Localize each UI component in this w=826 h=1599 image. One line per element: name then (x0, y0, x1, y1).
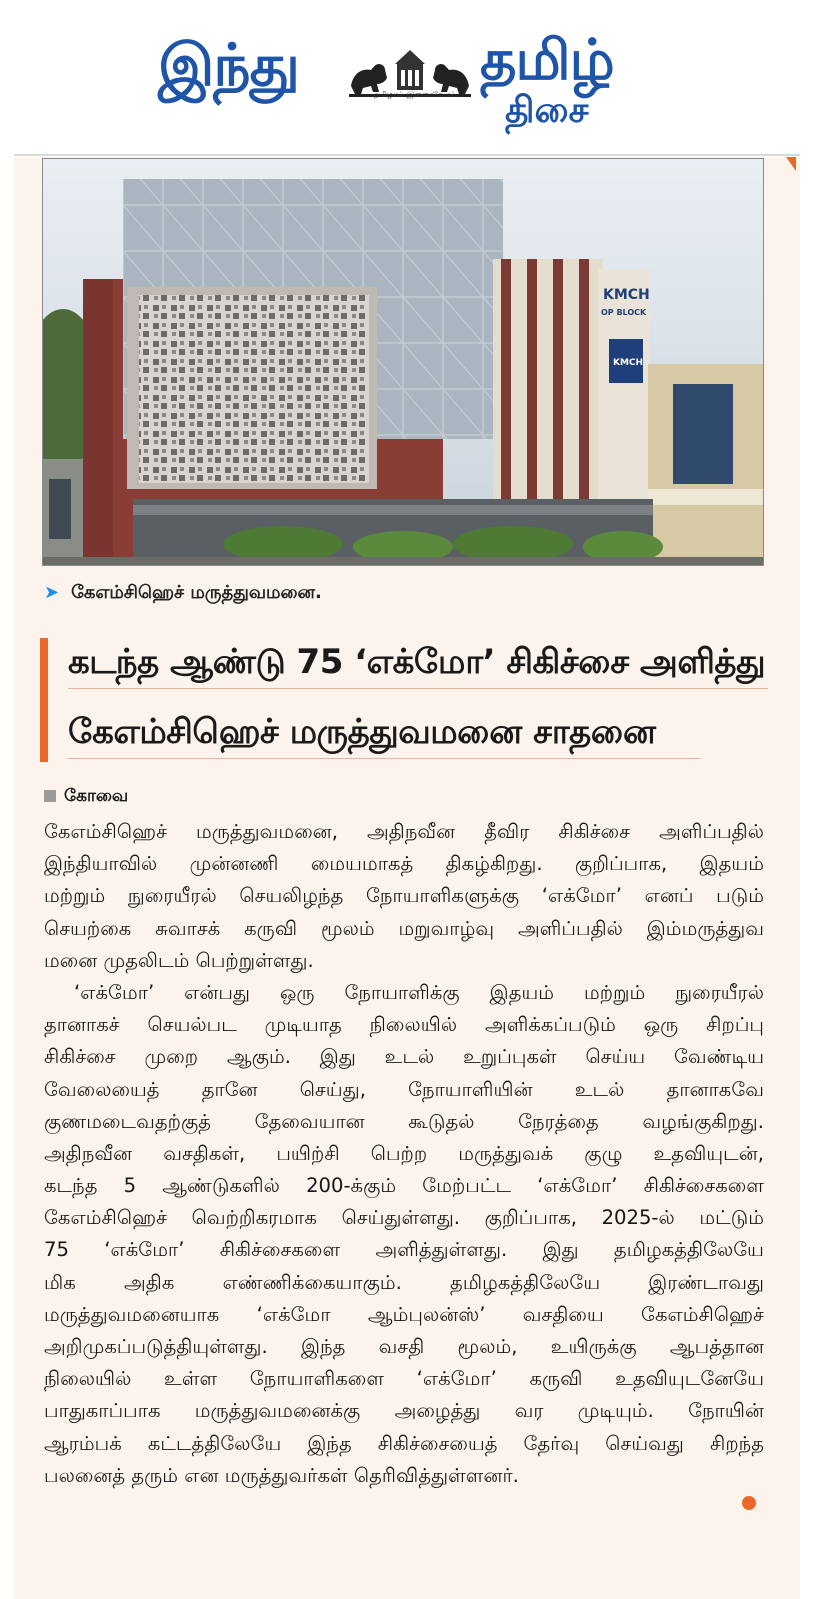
masthead-title-right: தமிழ் (480, 28, 614, 93)
hospital-building-illustration (43, 159, 763, 565)
article-line: ஆரம்பக் கட்டத்திலேயே இந்த சிகிச்சையைத் தேர்வு செய்வது சிறந்த (44, 1431, 764, 1455)
article-line: வேலையைத் தானே செய்து, நோயாளியின் உடல் தானாகவே (44, 1077, 764, 1101)
article-line: கேஎம்சிஹெச் மருத்துவமனை, அதிநவீன தீவிர சிகிச்சை அளிப்பதில் (44, 820, 764, 843)
article-line: கடந்த 5 ஆண்டுகளில் 200-க்கும் மேற்பட்ட ‘எக்மோ’ சிகிச்சைகளை (44, 1174, 764, 1198)
article-end-marker (742, 1496, 756, 1510)
article-line: சிகிச்சை முறை ஆகும். இது உடல் உறுப்புகள் செய்ய வேண்டிய (44, 1045, 764, 1069)
hospital-photo (42, 158, 764, 566)
masthead-title-left: இந்து (158, 31, 299, 99)
article-line: மிக அதிக எண்ணிக்கையாகும். தமிழகத்திலேயே இரண்டாவது (44, 1270, 764, 1294)
building-sign: KMCH (603, 287, 650, 303)
article-line: அறிமுகப்படுத்தியுள்ளது. இந்த வசதி மூலம், உயிருக்கு ஆபத்தான (44, 1335, 764, 1358)
headline-accent-bar (40, 638, 48, 762)
headline-rule-1 (68, 688, 768, 689)
building-logo: KMCH (613, 358, 644, 368)
article-line: செயற்கை சுவாசக் கருவி மூலம் மறுவாழ்வு அளிப்பதில் இம்மருத்துவ (44, 916, 764, 940)
dateline (44, 786, 128, 808)
headline-line-1: கடந்த ஆண்டு 75 ‘எக்மோ’ சிகிச்சை அளித்து (68, 642, 766, 682)
masthead-tagline: தமிழால் இணைவோம் (373, 90, 457, 99)
article-line: குணமடைவதற்குத் தேவையான கூடுதல் நேரத்தை வழங்குகிறது. (44, 1109, 764, 1133)
article-line: ‘எக்மோ’ என்பது ஒரு நோயாளிக்கு இதயம் மற்றும் நுரையீரல் (74, 980, 764, 1004)
article-line: பாதுகாப்பாக மருத்துவமனைக்கு அழைத்து வர முடியும். நோயின் (44, 1399, 764, 1423)
chevron-right-icon: ➤ (44, 582, 60, 603)
article-line: மற்றும் நுரையீரல் செயலிழந்த நோயாளிகளுக்கு ‘எக்மோ’ எனப் படும் (44, 884, 764, 908)
article-line: அதிநவீன வசதிகள், பயிற்சி பெற்ற மருத்துவக் குழு உதவியுடன், (44, 1141, 764, 1165)
article-line: 75 ‘எக்மோ’ சிகிச்சைகளை அளித்துள்ளது. இது தமிழகத்திலேயே (44, 1238, 764, 1262)
masthead (0, 0, 826, 150)
headline-line-2: கேஎம்சிஹெச் மருத்துவமனை சாதனை (68, 712, 656, 752)
article-line: மருத்துவமனையாக ‘எக்மோ ஆம்புலன்ஸ்’ வசதியை கேஎம்சிஹெச் (44, 1302, 764, 1326)
masthead-divider (14, 154, 800, 156)
dateline-text: கோவை (64, 786, 129, 806)
photo-caption (44, 582, 322, 608)
article-line: இந்தியாவில் முன்னணி மையமாகத் திகழ்கிறது. குறிப்பாக, இதயம் (44, 852, 764, 876)
building-sign-sub: OP BLOCK (601, 308, 647, 317)
article-line: நிலையில் உள்ள நோயாளிகளை ‘எக்மோ’ கருவி உதவியுடனேயே (44, 1367, 764, 1391)
article-line: பலனைத் தரும் என மருத்துவர்கள் தெரிவித்துள்ளனர். (44, 1463, 519, 1487)
photo-caption-text: கேஎம்சிஹெச் மருத்துவமனை. (71, 582, 322, 603)
masthead-subtitle: திசை (505, 90, 589, 131)
article-line: கேஎம்சிஹெச் வெற்றிகரமாக செய்துள்ளது. குறிப்பாக, 2025-ல் மட்டும் (44, 1206, 764, 1230)
article-line: தானாகச் செயல்பட முடியாத நிலையில் அளிக்கப்படும் ஒரு சிறப்பு (44, 1013, 764, 1037)
article-line: மனை முதலிடம் பெற்றுள்ளது. (44, 948, 314, 972)
corner-marker (786, 157, 796, 171)
headline-rule-2 (68, 758, 700, 759)
square-bullet-icon (44, 790, 56, 802)
article-body (44, 816, 764, 1492)
